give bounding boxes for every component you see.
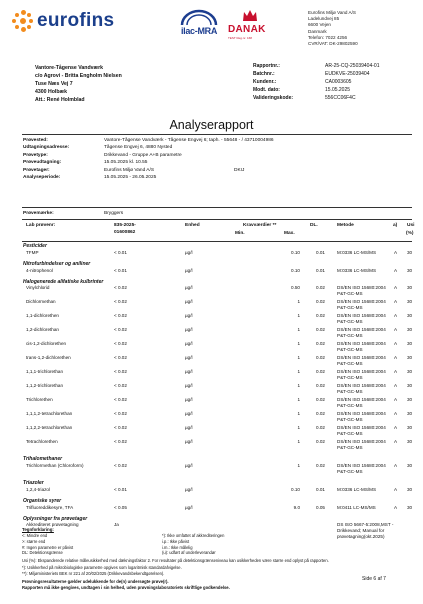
row-method-line: P&T-GC-MS (337, 389, 363, 395)
legend-notes (22, 558, 412, 577)
row-unit: µg/l (185, 355, 193, 361)
row-value: < 0.02 (114, 313, 127, 319)
row-accredited: A (394, 504, 398, 510)
row-method-line: M:0411 LC-MS/MS (337, 504, 376, 510)
info-row (23, 167, 413, 174)
table-row (22, 383, 412, 397)
table-row (22, 463, 412, 477)
row-accredited: A (394, 313, 398, 319)
col-min: Min. (235, 231, 245, 236)
row-value: < 0.02 (114, 285, 127, 291)
meta-row (253, 62, 413, 70)
row-unit: µg/l (185, 504, 193, 510)
row-max: 1 (297, 425, 300, 431)
table-row (22, 250, 412, 258)
meta-value: 556CC06F4C (325, 95, 356, 101)
col-uncertainty: Usi (407, 223, 415, 228)
sample-label (23, 211, 123, 217)
row-unit: µg/l (185, 463, 193, 468)
row-max: 0.50 (291, 285, 300, 291)
crown-icon (242, 8, 258, 22)
recipient-line: Vantore-Tågense Vandværk (35, 65, 104, 71)
legend-item: *): Ikke omfattet af akkrediteringen (162, 533, 225, 539)
row-unit: µg/l (185, 299, 193, 305)
row-method-line: P&T-GC-MS (337, 361, 363, 367)
row-value: < 0.02 (114, 411, 127, 417)
company-line: Ladelundvej 85 (308, 16, 340, 22)
page-title: Analyserapport (169, 118, 254, 132)
row-parameter: 1,1-dichlorethen (26, 313, 59, 319)
col-max: Max. (284, 231, 295, 236)
row-uncertainty: 30 (407, 425, 413, 431)
row-parameter: 1,1,1-trichlorethan (26, 369, 64, 375)
row-uncertainty: 30 (407, 463, 413, 468)
col-unit: Enhed (185, 223, 200, 228)
meta-key: Rapportnr.: (253, 63, 280, 69)
info-value-text: Tågense Engvej 6, 4880 Nysted (104, 145, 173, 151)
row-parameter: 1,1,2-trichlorethan (26, 383, 64, 389)
divider (22, 134, 412, 135)
info-value-text: 15.05.2025 - 26.05.2025 (104, 175, 157, 181)
sample-info (23, 137, 413, 182)
row-parameter: Akkrediteret prøvetagning (26, 522, 79, 528)
company-line: Eurofins Miljø Vand A/S (308, 10, 356, 15)
meta-row (253, 86, 413, 94)
info-key: Prøveudtagning: (23, 160, 62, 166)
table-row (22, 369, 412, 383)
row-dl: 0.01 (316, 249, 325, 255)
col-accredited: a) (393, 223, 398, 228)
table-row (22, 411, 412, 425)
row-method-line: P&T-GC-MS (337, 375, 363, 381)
row-method-line: DS/EN ISO 15680:2004 (337, 369, 386, 375)
recipient-line: Tuse Næs Vej 7 (35, 81, 73, 88)
row-max: 1 (297, 369, 300, 375)
row-dl: 0.02 (316, 383, 325, 389)
table-row (22, 425, 412, 439)
row-method-line: DS/EN ISO 15680:2004 (337, 299, 386, 305)
report-meta (253, 62, 413, 102)
row-parameter: cis-1,2-dichlorethen (26, 341, 67, 347)
row-method-line: M:0336 LC-MS/MS (337, 267, 377, 273)
row-uncertainty: 30 (407, 397, 413, 403)
info-value-text: 15.05.2025 kl. 10.55 (104, 160, 148, 166)
result-group-title: Organiske syrer (23, 497, 62, 504)
info-value-text: Drikkevand - Gruppe A+B parametre (104, 152, 182, 158)
row-dl: 0.02 (316, 463, 325, 468)
info-value (104, 144, 413, 151)
danak-reg: TEST Reg.nr. 168 (228, 35, 252, 40)
row-parameter: 1,1,1,2-tetrachlorethan (26, 411, 73, 417)
info-value (104, 159, 413, 166)
row-dl: 0.02 (316, 285, 325, 291)
meta-row (253, 94, 413, 102)
table-row (22, 341, 412, 355)
col-requirements: Kravværdier ** (243, 223, 277, 228)
row-parameter: trans-1,2-dichlorethen (26, 355, 71, 361)
row-dl: 0.05 (316, 504, 325, 510)
info-row (23, 137, 413, 144)
row-method-line: P&T-GC-MS (337, 291, 363, 297)
page-number: Side 6 af 7 (362, 576, 386, 582)
info-row (23, 144, 413, 151)
result-group-title: Triazoler (23, 480, 44, 486)
ilac-arc-icon (176, 8, 222, 26)
row-max: 0.10 (291, 249, 300, 255)
recipient-address (35, 64, 225, 104)
row-uncertainty: 30 (407, 411, 413, 417)
row-method-line: P&T-GC-MS (337, 319, 363, 325)
row-unit: µg/l (185, 425, 193, 431)
row-unit: µg/l (185, 341, 193, 347)
table-row (22, 439, 412, 453)
row-dl: 0.02 (316, 369, 325, 375)
row-parameter: 1,1,2,2-tetrachlorethan (26, 425, 73, 431)
row-method-line: P&T-GC-MS (337, 431, 363, 437)
row-method-line: DS/EN ISO 15680:2004 (337, 383, 386, 389)
meta-row (253, 70, 413, 78)
row-parameter: Vinylchlorid (26, 285, 50, 291)
row-uncertainty: 30 (407, 341, 413, 347)
info-value (104, 152, 413, 159)
company-line: Danmark (308, 28, 327, 34)
row-method-line: P&T-GC-MS (337, 333, 363, 339)
row-dl: 0.01 (316, 267, 325, 273)
row-dl: 0.02 (316, 425, 325, 431)
row-value: < 0.02 (114, 355, 127, 361)
col-method: Metode (337, 223, 354, 228)
row-dl: 0.02 (316, 355, 325, 361)
legend-item: #: Ingen parametre er påvist (22, 544, 74, 550)
row-value: < 0.01 (114, 486, 127, 492)
row-dl: 0.02 (316, 327, 325, 333)
row-value: < 0.05 (114, 504, 127, 510)
row-accredited: A (394, 285, 398, 291)
row-accredited: A (394, 397, 398, 403)
legend-note: **): Miljøministeriets BEK nr 221 af 20/02/2025 (Drikkevandsbekendtgørelsen). (22, 571, 165, 577)
result-group-title: Halogenerede alifatiske kulbrinter (23, 278, 104, 285)
row-dl: 0.02 (316, 313, 325, 319)
row-max: 1 (297, 313, 300, 319)
legend-disclaimer-line: Prøvningsresultaterne gælder udelukkende for de(n) undersøgte prøve(r). (22, 579, 169, 585)
row-method-line: P&T-GC-MS (337, 445, 363, 451)
row-method-line: prøvetagning(okt.2025) (337, 534, 385, 540)
row-max: 1 (297, 439, 300, 445)
row-method-line: DS/EN ISO 15680:2004 (337, 463, 386, 468)
row-method-line: DS/EN ISO 15680:2004 (337, 439, 386, 445)
row-unit: µg/l (185, 439, 193, 445)
row-max: 1 (297, 383, 300, 389)
table-row (22, 505, 412, 513)
row-accredited: A (394, 355, 398, 361)
danak-text: DANAK (228, 23, 266, 35)
row-unit: µg/l (185, 383, 193, 389)
row-method-line: DS/EN ISO 15680:2004 (337, 313, 386, 319)
table-row (22, 487, 412, 495)
legend-item: <: Mindre end (22, 533, 48, 539)
row-unit: µg/l (185, 313, 193, 319)
table-row (22, 327, 412, 341)
company-address (308, 10, 413, 47)
info-row (23, 159, 413, 166)
row-method-line: DS/EN ISO 15680:2004 (337, 327, 386, 333)
row-max: 0.10 (291, 267, 300, 273)
row-value: < 0.02 (114, 327, 127, 333)
legend-item: i.p.: Ikke påvist (162, 538, 190, 544)
legend-item: (u): udført af underleverandør (162, 550, 216, 556)
row-value: Ja (114, 522, 119, 528)
row-accredited: A (394, 249, 398, 255)
legend-note: *): Usikkerhed på mikrobiologiske parametre opgives som logaritmisk standardafvigelse. (22, 564, 182, 570)
result-group-title: Nitrofurbindelser og aniliner (23, 260, 91, 267)
info-row (23, 174, 413, 181)
row-accredited: A (394, 341, 398, 347)
row-method-line: DS/EN ISO 15680:2004 (337, 355, 386, 361)
row-uncertainty: 30 (407, 299, 413, 305)
legend-note: Usi (%): Ekspanderede relative måleusikkerhed med dækningsfaktor 2. For resultater på detektionsgrænseniveau kan usikkerheden være større end oplyst på rapporten. (22, 558, 329, 564)
row-unit: µg/l (185, 267, 193, 273)
row-uncertainty: 30 (407, 504, 413, 510)
meta-key: Batchnr.: (253, 71, 275, 77)
row-uncertainty: 30 (407, 486, 413, 492)
row-unit: µg/l (185, 397, 193, 403)
danak-logo (228, 8, 272, 48)
result-group-title: Trihalomethaner (23, 456, 63, 463)
meta-value: EUDKVE-25039404 (325, 71, 370, 77)
info-value-text: Eurofins Miljø Vand A/S (104, 167, 155, 173)
result-group-title: Pesticider (23, 243, 47, 249)
row-method-line: Drikkevand; Manual for (337, 528, 385, 534)
company-line: Telefon: 7022 4256 (308, 34, 348, 40)
results-table (22, 241, 412, 542)
row-method-line: P&T-GC-MS (337, 417, 363, 423)
results-table-header (22, 221, 415, 241)
row-value: < 0.02 (114, 341, 127, 347)
row-value: < 0.02 (114, 439, 127, 445)
row-uncertainty: 30 (407, 383, 413, 389)
row-accredited: A (394, 383, 398, 389)
row-uncertainty: 30 (407, 369, 413, 375)
info-key: Analyseperiode: (23, 175, 61, 181)
row-method-line: M:0336 LC-MS/MS (337, 486, 377, 492)
meta-key: Modt. dato: (253, 87, 280, 93)
row-method-line: DS/EN ISO 15680:2004 (337, 411, 386, 417)
row-accredited: A (394, 299, 398, 305)
recipient-line: Att.: René Holmblad (35, 97, 85, 104)
col-sample-no: 835-2025- (114, 223, 136, 228)
row-parameter: 1,2,4-triazol (26, 486, 51, 492)
col-uncertainty-unit: (%) (406, 231, 414, 236)
row-max: 1 (297, 411, 300, 417)
info-extra: DKIJ (234, 167, 245, 173)
row-value: < 0.02 (114, 397, 127, 403)
row-parameter: Dichlormethan (26, 299, 56, 305)
row-value: < 0.01 (114, 249, 127, 255)
row-uncertainty: 30 (407, 249, 413, 255)
row-dl: 0.02 (316, 411, 325, 417)
info-value (104, 167, 413, 174)
meta-row (253, 78, 413, 86)
sample-label-value: Bryggers (104, 211, 124, 216)
ilac-mra-logo (176, 8, 222, 44)
row-method-line: DS/EN ISO 15680:2004 (337, 397, 386, 403)
meta-key: Kundenr.: (253, 79, 277, 85)
result-group-title: Oplysninger fra prøvetager (23, 515, 88, 522)
row-max: 1 (297, 299, 300, 305)
row-accredited: A (394, 439, 398, 445)
recipient-line: 4300 Holbæk (35, 89, 68, 96)
table-row (22, 299, 412, 313)
row-method-line: DS/EN ISO 15680:2004 (337, 425, 386, 431)
row-uncertainty: 30 (407, 313, 413, 319)
row-max: 9.0 (293, 504, 300, 510)
row-value: < 0.02 (114, 299, 127, 305)
row-accredited: A (394, 369, 398, 375)
eurofins-dots-icon (12, 10, 34, 32)
row-method-line: DS/EN ISO 15680:2004 (337, 341, 386, 347)
divider (22, 219, 412, 220)
row-accredited: A (394, 267, 398, 273)
meta-value: AR-25-CQ-25039404-01 (325, 63, 380, 69)
row-max: 1 (297, 355, 300, 361)
row-method-line: P&T-GC-MS (337, 347, 363, 353)
row-max: 0.10 (291, 486, 300, 492)
row-method-line: P&T-GC-MS (337, 468, 363, 474)
row-max: 1 (297, 397, 300, 403)
eurofins-wordmark: eurofins (37, 10, 115, 31)
info-key: Prøvested: (23, 138, 48, 143)
info-row (23, 152, 413, 159)
row-parameter: 4-nitrophenol (26, 267, 53, 273)
table-row (22, 313, 412, 327)
row-parameter: 1,2-dichlorethan (26, 327, 59, 333)
row-unit: µg/l (185, 369, 193, 375)
row-parameter: Trichlorethen (26, 397, 53, 403)
row-value: < 0.02 (114, 425, 127, 431)
row-max: 1 (297, 327, 300, 333)
legend-grid (22, 533, 412, 556)
info-value-text: Vantore-Tågense Vandværk - Tågense Engvej 6; taph. - 55648 - / 43710004986 (104, 138, 274, 143)
table-row (22, 355, 412, 369)
row-dl: 0.02 (316, 299, 325, 305)
legend-title: Tegnforklaring: (22, 527, 54, 532)
row-value: < 0.02 (114, 463, 127, 468)
row-unit: µg/l (185, 486, 193, 492)
row-parameter: Tetrachlorethen (26, 439, 58, 445)
info-key: Prøvetager: (23, 167, 50, 173)
row-value: < 0.02 (114, 369, 127, 375)
row-unit: µg/l (185, 249, 193, 255)
row-uncertainty: 30 (407, 327, 413, 333)
row-dl: 0.01 (316, 486, 325, 492)
row-dl: 0.02 (316, 341, 325, 347)
meta-key: Valideringskode: (253, 95, 294, 101)
row-uncertainty: 30 (407, 439, 413, 445)
row-accredited: A (394, 327, 398, 333)
legend-disclaimer-line: Rapporten må ikke gengives, undtagen i sin helhed, uden prøvningslaboratoriets skriftlige godkendelse. (22, 585, 230, 591)
info-value (104, 174, 413, 181)
meta-value: 15.05.2025 (325, 87, 351, 93)
divider (22, 207, 412, 208)
legend (22, 527, 412, 591)
row-parameter: Trichlormethan (Chloroform) (26, 463, 84, 468)
legend-item: DL: Detektionsgrænse (22, 550, 63, 556)
sample-label-key: Prøvemærke: (23, 211, 54, 216)
row-parameter: TFMP (26, 249, 39, 255)
company-line: CVR/VAT: DK-29802590 (308, 40, 358, 46)
row-method-line: P&T-GC-MS (337, 403, 363, 409)
row-accredited: A (394, 463, 398, 468)
info-key: Prøvetype: (23, 152, 48, 158)
table-row (22, 268, 412, 276)
row-unit: µg/l (185, 411, 193, 417)
row-uncertainty: 30 (407, 285, 413, 291)
row-dl: 0.02 (316, 397, 325, 403)
meta-value: CA0003605 (325, 79, 352, 85)
ilac-text: ilac-MRA (180, 26, 218, 36)
row-accredited: A (394, 425, 398, 431)
row-max: 1 (297, 341, 300, 347)
row-method-line: DS ISO 5667-5:2008,MST - (337, 522, 394, 528)
row-unit: µg/l (185, 327, 193, 333)
row-accredited: A (394, 486, 398, 492)
row-unit: µg/l (185, 285, 193, 291)
info-value (104, 137, 413, 144)
table-row (22, 397, 412, 411)
info-key: Udtagningsadresse: (23, 145, 70, 151)
eurofins-logo (12, 10, 114, 33)
company-line: 6600 Vejen (308, 22, 331, 28)
legend-item: i.m.: Ikke målelig (162, 544, 193, 550)
row-method-line: DS/EN ISO 15680:2004 (337, 285, 386, 291)
row-uncertainty: 30 (407, 267, 413, 273)
recipient-line: c/o Agrovi - Britta Engholm Nielsen (35, 73, 122, 80)
row-uncertainty: 30 (407, 355, 413, 361)
row-value: < 0.01 (114, 267, 127, 273)
col-param: Lab prøvenr: (26, 223, 56, 228)
row-dl: 0.02 (316, 439, 325, 445)
row-method-line: M:0336 LC-MS/MS (337, 249, 377, 255)
table-row (22, 285, 412, 299)
legend-item: >: større end (22, 538, 46, 544)
row-accredited: A (394, 411, 398, 417)
col-sample-no-2: 01600862 (114, 230, 136, 235)
legend-disclaimer (22, 579, 412, 591)
row-max: 1 (297, 463, 300, 468)
row-method-line: P&T-GC-MS (337, 305, 363, 311)
col-dl: DL. (310, 223, 318, 228)
row-value: < 0.02 (114, 383, 127, 389)
row-parameter: Trifluoreddikesyre, TFA (26, 504, 74, 510)
